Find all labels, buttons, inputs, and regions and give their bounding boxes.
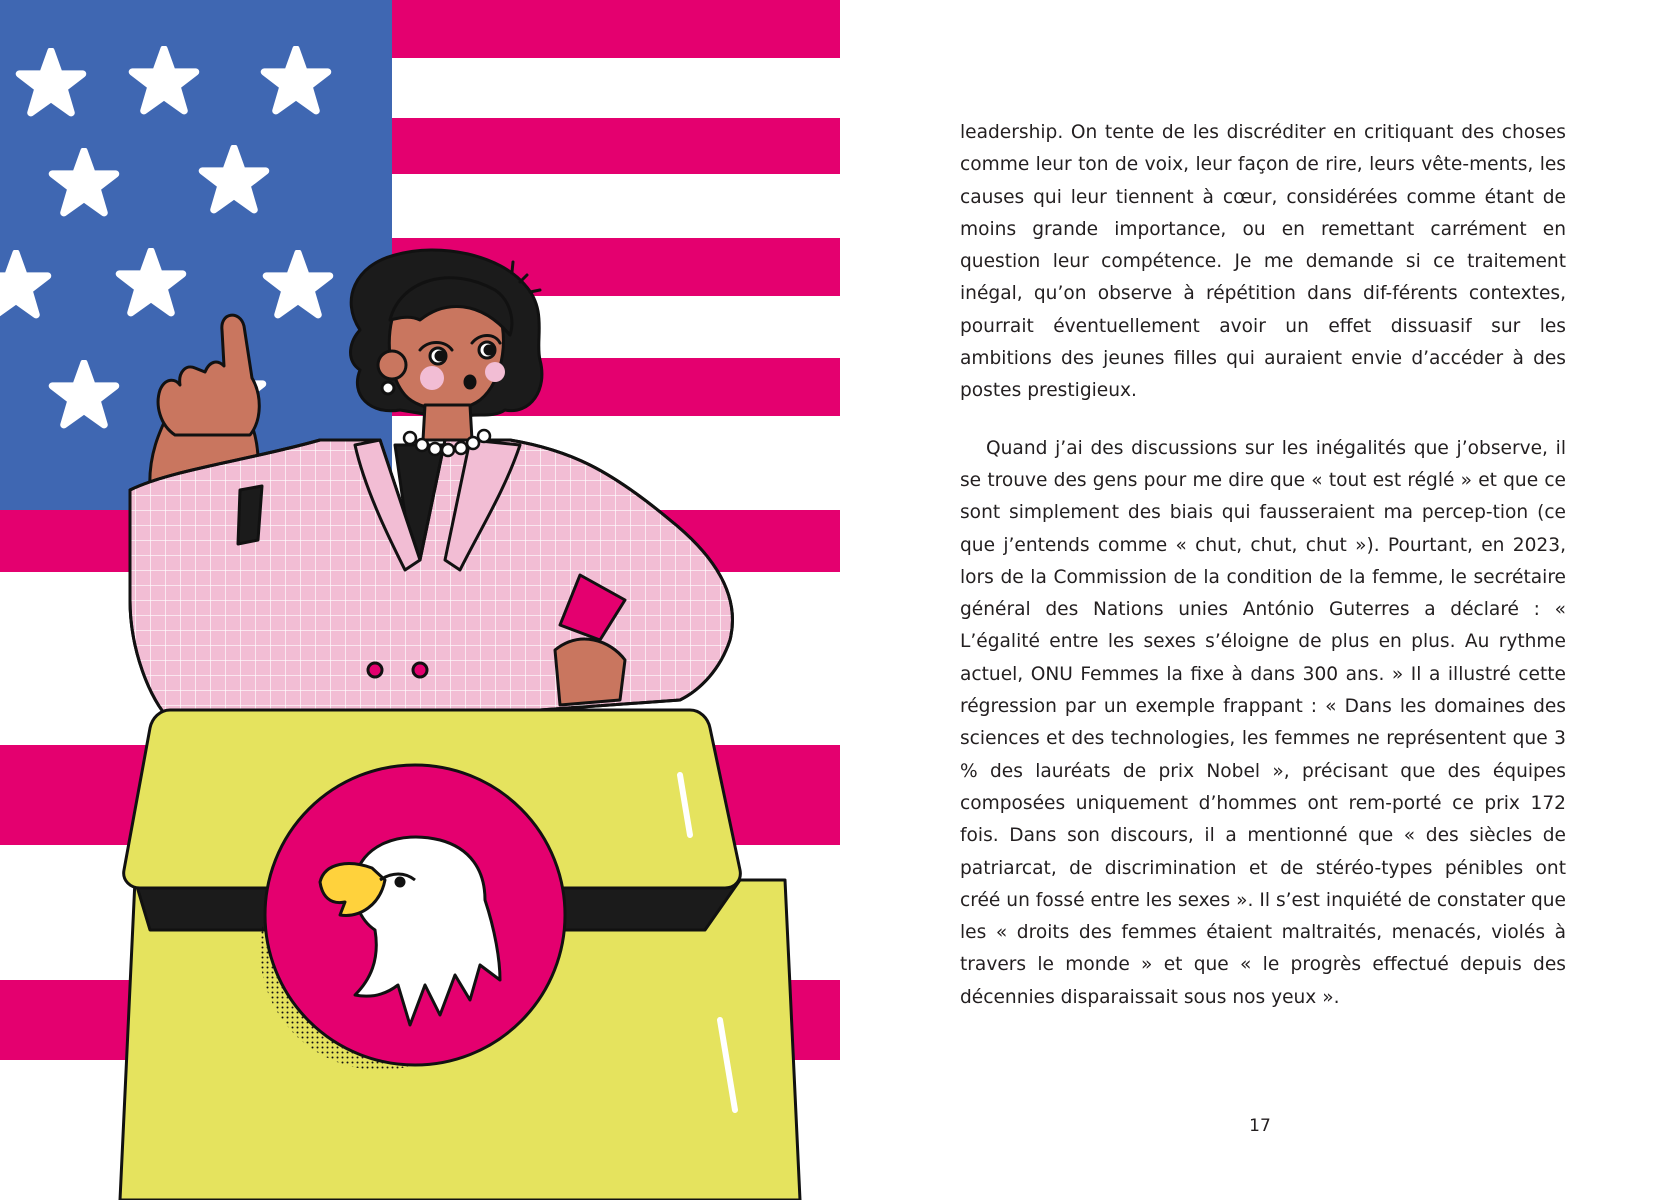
text-page [840,0,1680,1200]
body-text [960,117,1566,1014]
page-number: 17 [1249,1116,1271,1136]
paragraph-guterres-quote: Quand j’ai des discussions sur les inégalités que j’observe, il se trouve des gens pour me dire que « tout est réglé » et que ce sont simplement des biais qui fausseraient ma percep-tion (ce que j’entends comme « chut, chut, chut »). Pourtant, en 2023, lors de la Commission de la condition de la femme, le secrétaire général des Nations unies António Guterres a déclaré : « L’égalité entre les sexes s’éloigne de plus en plus. Au rythme actuel, ONU Femmes la fixe à dans 300 ans. » Il a illustré cette régression par un exemple frappant : « Dans les domaines des sciences et des technologies, les femmes ne représentent que 3 % des lauréats de prix Nobel », précisant que des équipes composées uniquement d’hommes ont rem-porté ce prix 172 fois. Dans son discours, il a mentionné que « des siècles de patriarcat, de discrimination et de stéréo-types pénibles ont créé un fossé entre les sexes ». Il s’est inquiété de constater que les « droits des femmes étaient maltraités, menacés, violés à travers le monde » et que « le progrès effectué depuis des décennies disparaissait sous nos yeux ». [960,437,1566,1008]
eagle-emblem-icon [265,765,565,1065]
paragraph-continuation: leadership. On tente de les discréditer en critiquant des choses comme leur ton de voix, leur façon de rire, leurs vête-ments, les causes qui leur tiennent à cœur, considérées comme étant de moins grande importance, ou en remettant carrément en question leur compétence. Je me demande si ce traitement inégal, qu’on observe à répétition dans dif-férents contextes, pourrait éventuellement avoir un effet dissuasif sur les ambitions des jeunes filles qui auraient envie d’accéder à des postes prestigieux. [960,122,1566,402]
